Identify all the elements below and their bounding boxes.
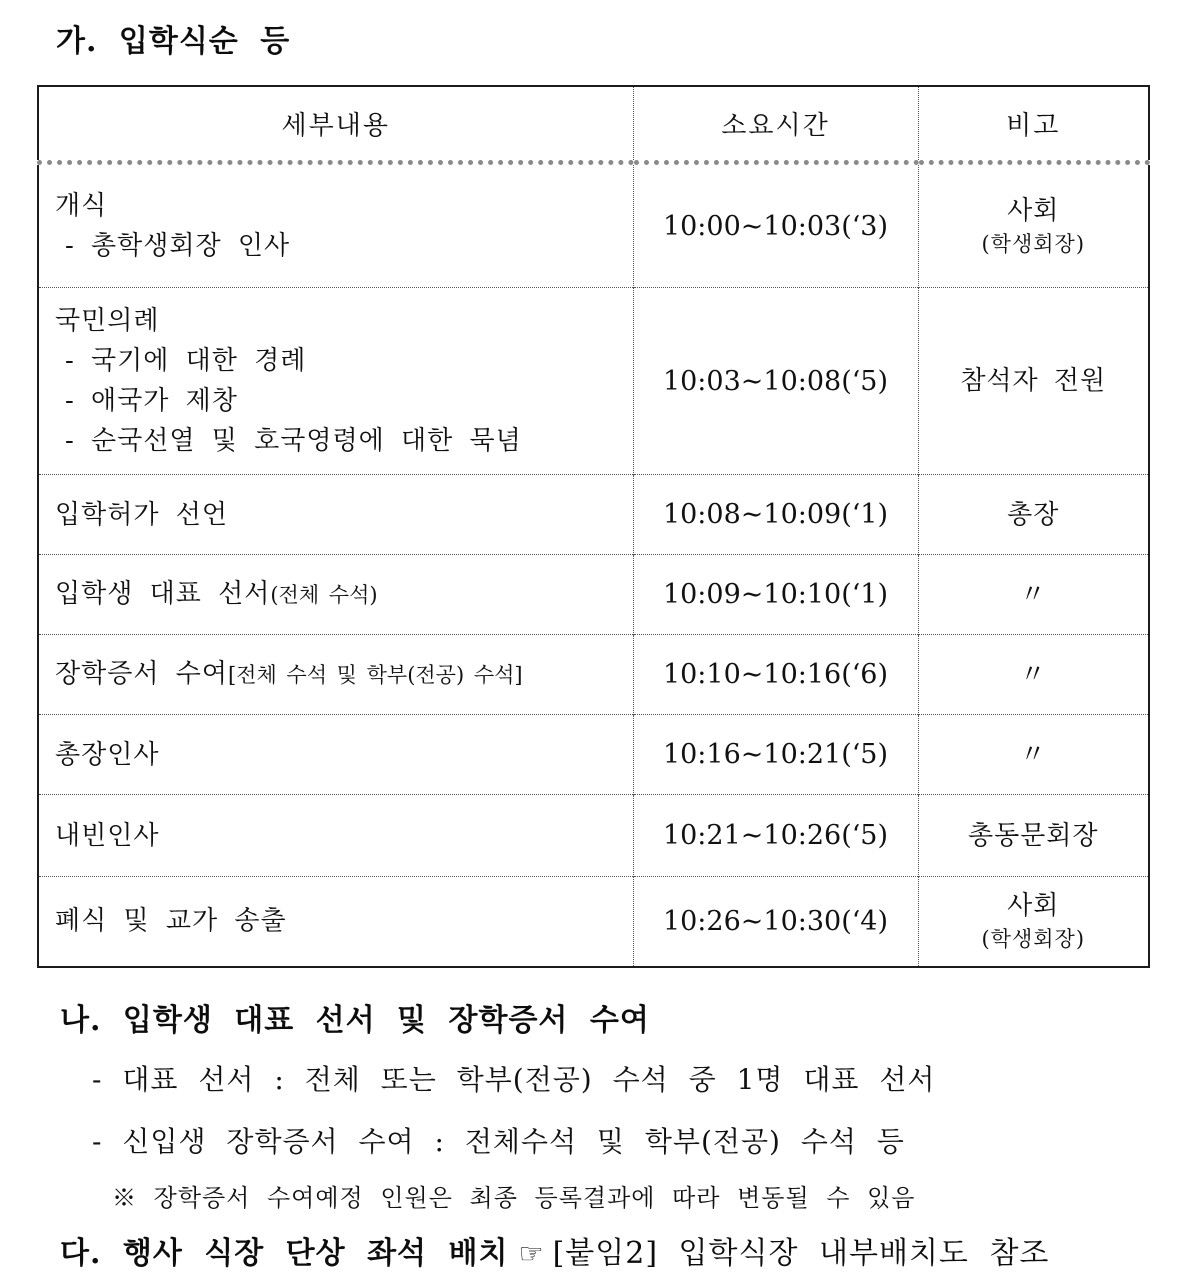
pointing-hand-icon: ☞: [518, 1237, 545, 1270]
ceremony-schedule-table: [37, 85, 1150, 968]
detail-line-small: (전체 수석): [270, 583, 378, 607]
list-item-representative-oath: - 대표 선서 : 전체 또는 학부(전공) 수석 중 1명 대표 선서: [92, 1063, 936, 1096]
detail-line-small: [전체 수석 및 학부(전공) 수석]: [227, 663, 523, 687]
note-line: 〃: [1019, 739, 1047, 770]
note-line: 총동문회장: [967, 820, 1099, 851]
cell-time: 10:21∼10:26(‘5): [633, 795, 918, 877]
table-body: [38, 163, 1149, 967]
detail-line: 총장인사: [55, 739, 160, 770]
cell-detail: [38, 715, 633, 795]
detail-line: 입학생 대표 선서(전체 수석): [55, 579, 378, 609]
table-header-row: [38, 86, 1149, 163]
list-item-scholarship-award: - 신입생 장학증서 수여 : 전체수석 및 학부(전공) 수석 등: [92, 1125, 905, 1158]
section-a-heading-text: 가. 입학식순 등: [56, 24, 291, 59]
cell-detail: [38, 475, 633, 555]
cell-note: [918, 877, 1149, 967]
cell-detail: [38, 795, 633, 877]
note-line: 사회: [1007, 196, 1060, 226]
detail-line: - 국기에 대한 경례: [65, 346, 307, 376]
section-b-heading-text: 나. 입학생 대표 선서 및 장학증서 수여: [60, 1003, 650, 1038]
table-row: [38, 163, 1149, 288]
table-row: [38, 877, 1149, 967]
note-line: (학생회장): [981, 927, 1086, 952]
cell-time: 10:03∼10:08(‘5): [633, 288, 918, 475]
table-row: [38, 715, 1149, 795]
cell-note: [918, 475, 1149, 555]
note-line: 총장: [1007, 499, 1060, 530]
section-c-heading-text: 다. 행사 식장 단상 좌석 배치: [60, 1236, 509, 1271]
note-line: 〃: [1019, 659, 1047, 690]
cell-detail: [38, 163, 633, 288]
detail-line: - 애국가 제창: [65, 386, 238, 416]
scholarship-change-note: ※ 장학증서 수여예정 인원은 최종 등록결과에 따라 변동될 수 있음: [112, 1184, 916, 1212]
column-header-time: 소요시간: [633, 86, 918, 163]
section-c-reference-text: [붙임2] 입학식장 내부배치도 참조: [552, 1236, 1050, 1271]
cell-time: 10:26∼10:30(‘4): [633, 877, 918, 967]
cell-time: 10:16∼10:21(‘5): [633, 715, 918, 795]
note-line: 사회: [1007, 891, 1060, 922]
note-line: 참석자 전원: [960, 366, 1107, 396]
cell-time: 10:08∼10:09(‘1): [633, 475, 918, 555]
cell-time: 10:00∼10:03(‘3): [633, 163, 918, 288]
section-b-heading: [60, 995, 650, 1039]
note-line: 〃: [1019, 579, 1047, 610]
detail-line: 장학증서 수여[전체 수석 및 학부(전공) 수석]: [55, 659, 523, 689]
detail-line: 내빈인사: [55, 820, 160, 851]
cell-note: [918, 555, 1149, 635]
detail-line: 국민의례: [55, 306, 160, 336]
cell-detail: [38, 877, 633, 967]
table-row: [38, 475, 1149, 555]
table-row: [38, 795, 1149, 877]
detail-line: - 총학생회장 인사: [65, 231, 291, 261]
detail-line: - 순국선열 및 호국영령에 대한 묵념: [65, 426, 522, 456]
column-header-detail: 세부내용: [38, 86, 633, 163]
detail-line: 입학허가 선언: [55, 499, 228, 530]
cell-detail: [38, 635, 633, 715]
cell-note: [918, 163, 1149, 288]
table-row: [38, 288, 1149, 475]
column-header-note: 비고: [918, 86, 1149, 163]
detail-line: 개식: [55, 191, 108, 221]
cell-note: [918, 715, 1149, 795]
cell-time: 10:09∼10:10(‘1): [633, 555, 918, 635]
cell-note: [918, 795, 1149, 877]
detail-line: 폐식 및 교가 송출: [55, 906, 287, 937]
table-row: [38, 635, 1149, 715]
cell-detail: [38, 288, 633, 475]
cell-detail: [38, 555, 633, 635]
table-row: [38, 555, 1149, 635]
section-a-heading: [56, 16, 290, 60]
cell-note: [918, 288, 1149, 475]
cell-note: [918, 635, 1149, 715]
table-header: [38, 86, 1149, 163]
section-c-heading: [60, 1228, 1049, 1272]
cell-time: 10:10∼10:16(‘6): [633, 635, 918, 715]
note-line: (학생회장): [981, 232, 1086, 256]
